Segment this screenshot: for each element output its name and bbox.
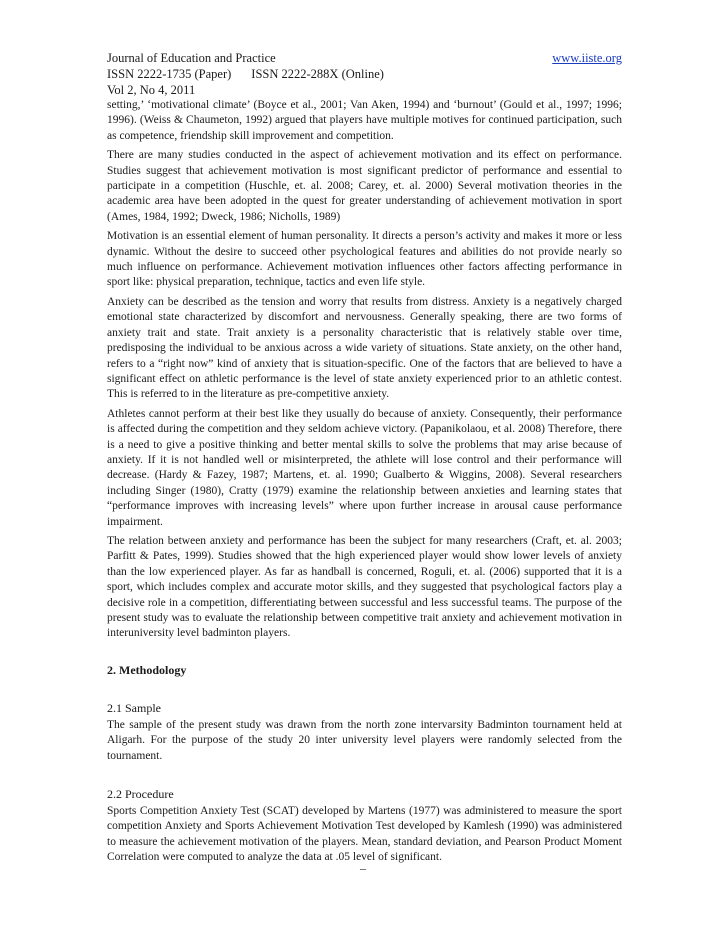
page-footer-mark: – (360, 861, 366, 875)
paragraph-motivation: Motivation is an essential element of human personality. It directs a person’s activity and makes it more or less dynamic. Without the desire to succeed other psychological features and abilities do not provide nearly so much influence on performance. Achievement motivation influences other factors affecting performance in sport like: physical preparation, technique, tactics and even life style. (107, 230, 622, 289)
paragraph-procedure: Sports Competition Anxiety Test (SCAT) developed by Martens (1977) was administered to measure the sport competition Anxiety and Sports Achievement Motivation Test developed by Kamlesh (1990) was administered to measure the achievement motivation of the players. Mean, standard deviation, and Pearson Product Moment Correlation were computed to analyze the data at .05 level of significant. (107, 805, 622, 864)
volume-info: Vol 2, No 4, 2011 (107, 83, 196, 97)
issn-paper: ISSN 2222-1735 (Paper) (107, 67, 232, 81)
paragraph-sample: The sample of the present study was drawn from the north zone intervarsity Badminton tournament held at Aligarh. For the purpose of the study 20 inter university level players were randomly selected from the tournament. (107, 718, 622, 762)
journal-website-link[interactable]: www.iiste.org (552, 51, 622, 65)
issn-online: ISSN 2222-288X (Online) (251, 67, 384, 81)
paragraph-relation: The relation between anxiety and performance has been the subject for many researchers (Craft, et. al. 2003; Parfitt & Pates, 1999). Studies showed that the high experienced player would show lower levels of anxiety than the low experienced player. As far as handball is concerned, Roguli, et. al. (2006) supported that it is a sport, which includes complex and accurate motor skills, and they suggested that psychological factors play a decisive role in a competition, differentiating between successful and less successful teams. The purpose of the present study was to evaluate the relationship between competitive trait anxiety and achievement motivation in interuniversity level badminton players. (107, 534, 622, 640)
section-heading-methodology: 2. Methodology (107, 662, 187, 677)
paragraph-achievement-motivation: There are many studies conducted in the aspect of achievement motivation and its effect on performance. Studies suggest that achievement motivation is most significant predictor of performance and essential to participate in a competition (Huschle, et. al. 2008; Carey, et. al. 2000) Several motivation theories in the academic area have been adopted in the quest for greater understanding of achievement motivation in sport (Ames, 1984, 1992; Dweck, 1986; Nicholls, 1989) (107, 149, 622, 223)
paragraph-anxiety: Anxiety can be described as the tension and worry that results from distress. Anxiety is a negatively charged emotional state characterized by discomfort and nervousness. Generally speaking, there are two forms of anxiety trait and state. Trait anxiety is a personality characteristic that is relatively stable over time, predisposing the individual to be anxious across a wide variety of situations. State anxiety, on the other hand, refers to a “right now” kind of anxiety that is situation-specific. One of the factors that are believed to have a significant effect on athletic performance is the level of state anxiety experienced prior to an athletic contest. This is referred to in the literature as pre-competitive anxiety. (107, 295, 622, 401)
subsection-heading-sample: 2.1 Sample (107, 700, 161, 715)
paragraph-continuation: setting,’ ‘motivational climate’ (Boyce et al., 2001; Van Aken, 1994) and ‘burnout’ (Gould et al., 1997; 1996; 1996). (Weiss & Chaumeton, 1992) argued that players have multiple motives for continued participation, such as competence, friendship skill improvement and competition. (107, 99, 622, 142)
page-content (107, 50, 622, 870)
journal-name: Journal of Education and Practice (107, 51, 276, 65)
paragraph-athletes: Athletes cannot perform at their best like they usually do because of anxiety. Consequently, their performance is affected during the competition and they seldom achieve victory. (Papanikolaou, et al. 2008) Therefore, there is a need to give a positive thinking and better mental skills to solve the problems that may arise because of anxiety. If it is not handled well or misinterpreted, the athlete will lose control and their performance will decrease. (Hardy & Fazey, 1987; Martens, et. al. 1990; Gualberto & Wiggins, 2008). Several researchers including Singer (1980), Cratty (1979) examine the relationship between anxieties and learning states that “performance improves with increasing levels” where upon further increase in arousal cause performance impairment. (107, 407, 622, 528)
running-header (107, 50, 622, 98)
issn-line (107, 66, 622, 82)
subsection-heading-procedure: 2.2 Procedure (107, 787, 174, 802)
